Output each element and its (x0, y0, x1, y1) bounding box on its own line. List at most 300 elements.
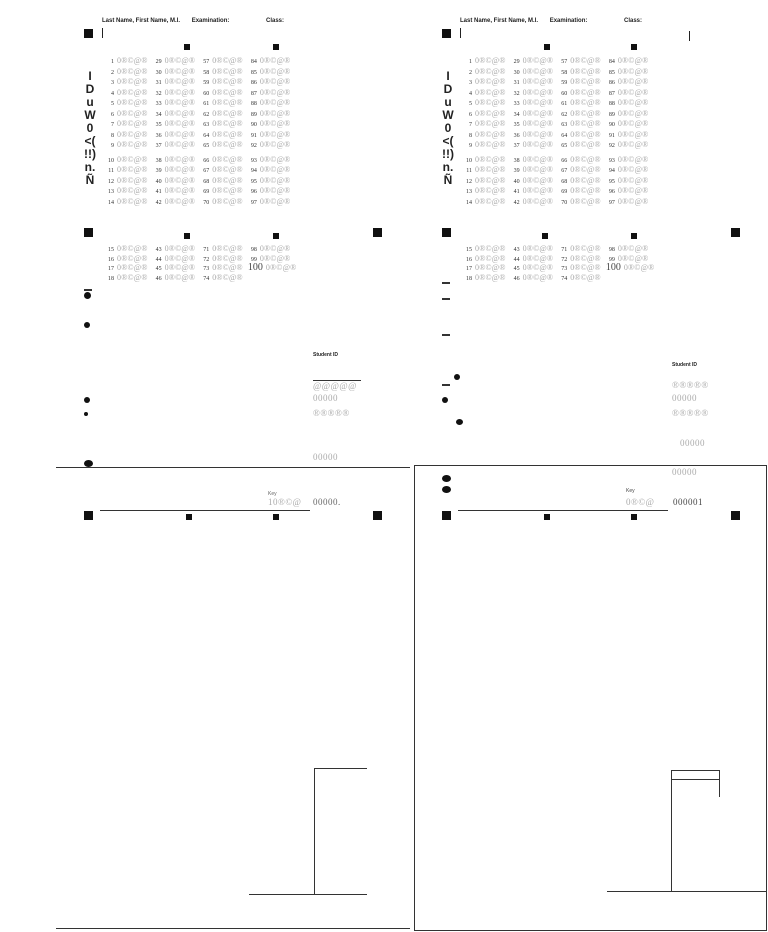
class-label: Class: (266, 18, 285, 24)
answer-bubbles[interactable]: 0®©@® (570, 175, 601, 185)
answer-bubbles[interactable]: 0®©@® (570, 77, 601, 86)
id-bubble-row[interactable]: @@@@@ (313, 381, 357, 391)
answer-bubbles[interactable]: 0®©@® (475, 56, 506, 65)
answer-bubbles[interactable]: 0®©@® (475, 175, 506, 185)
answer-bubbles[interactable]: 0®©@® (212, 272, 243, 282)
answer-bubbles[interactable]: 0®©@® (212, 186, 243, 195)
question-number: 99 (608, 256, 615, 263)
answer-bubbles[interactable]: 0®©@® (522, 253, 554, 263)
answer-bubbles[interactable]: 0®©@® (259, 186, 291, 195)
question-number: 29 (155, 59, 162, 65)
answer-bubbles[interactable]: 0®©@® (164, 186, 196, 195)
answer-bubbles[interactable]: 0®©@® (259, 154, 291, 164)
answer-bubbles[interactable]: 0®©@® (617, 154, 649, 164)
timing-mark (544, 514, 550, 520)
registration-mark (373, 228, 382, 237)
question-number: 12 (108, 178, 114, 185)
answer-bubbles[interactable]: 0®©@® (522, 165, 554, 174)
registration-bar (102, 28, 103, 38)
question-number: 58 (203, 69, 210, 76)
question-number: 91 (608, 132, 615, 139)
question-number: 8 (469, 132, 472, 139)
question-row (462, 264, 658, 273)
id-bubble-row[interactable]: ®®®®® (672, 380, 709, 390)
answer-bubbles[interactable]: 0®©@® (164, 165, 196, 174)
answer-bubbles[interactable]: 0®©@® (475, 272, 506, 282)
question-number: 37 (513, 143, 520, 149)
side-letter: D (443, 82, 453, 96)
answer-bubbles[interactable]: 0®©@® (522, 154, 554, 164)
question-number: 91 (250, 132, 257, 139)
side-letter: Ñ (443, 173, 453, 187)
page-frame (414, 465, 767, 931)
question-number: 18 (108, 275, 114, 282)
answer-bubbles[interactable]: 0®©@® (117, 129, 148, 139)
answer-bubbles[interactable]: 0®©@® (164, 244, 196, 253)
answer-bubbles[interactable]: 0®©@® (522, 87, 554, 97)
id-bubble-row[interactable]: 00000 (313, 393, 338, 403)
question-number: 74 (203, 275, 210, 282)
id-bubble-row[interactable]: 00000 (672, 467, 697, 477)
id-bubble-row[interactable]: 00000 (680, 438, 705, 448)
answer-bubbles[interactable]: 0®©@® (617, 56, 649, 65)
question-number: 7 (469, 122, 472, 128)
key-bubbles[interactable]: 0®©@ (626, 497, 655, 507)
side-letters (438, 70, 458, 187)
question-row (462, 89, 652, 98)
answer-bubbles[interactable]: 0®©@® (475, 87, 506, 97)
answer-bubbles[interactable]: 0®©@® (117, 77, 148, 86)
answer-bubbles[interactable]: 0®©@® (617, 196, 649, 206)
answer-bubbles[interactable]: 0®©@® (617, 244, 649, 253)
fill-dot (84, 397, 90, 403)
question-number: 63 (561, 122, 568, 128)
question-row (462, 177, 652, 186)
question-number: 95 (608, 178, 615, 185)
answer-bubbles[interactable]: 0®©@® (212, 140, 243, 149)
side-letter: u (444, 95, 452, 109)
question-number: 43 (155, 247, 162, 253)
answer-bubbles[interactable]: 0®©@® (522, 129, 554, 139)
answer-bubbles[interactable]: 0®©@® (475, 186, 506, 195)
answer-bubbles[interactable]: 0®©@® (522, 108, 554, 118)
answer-bubbles[interactable]: 0®©@® (164, 77, 196, 86)
question-number: 2 (111, 69, 114, 76)
question-row (104, 78, 294, 87)
question-number: 70 (561, 199, 568, 206)
answer-bubbles[interactable]: 0®©@® (617, 253, 649, 263)
question-row (104, 264, 300, 273)
answer-bubbles[interactable]: 0®©@® (259, 119, 291, 128)
question-row (462, 156, 652, 165)
question-number: 64 (203, 132, 210, 139)
answer-bubbles[interactable]: 0®©@® (117, 154, 148, 164)
question-number: 5 (469, 101, 472, 107)
question-number: 96 (608, 189, 615, 195)
question-number: 67 (561, 168, 568, 174)
question-number: 29 (513, 59, 520, 65)
question-number: 68 (203, 178, 210, 185)
answer-bubbles[interactable]: 0®©@® (212, 77, 243, 86)
answer-bubbles[interactable]: 0®©@® (212, 108, 243, 118)
answer-bubbles[interactable]: 0®©@® (570, 244, 601, 253)
answer-bubbles[interactable]: 0®©@® (212, 244, 243, 253)
question-row (104, 57, 294, 66)
answer-bubbles[interactable]: 0®©@® (475, 196, 506, 206)
question-number: 31 (513, 80, 520, 86)
question-number: 34 (513, 111, 520, 118)
answer-bubbles[interactable]: 0®©@® (212, 253, 243, 263)
question-number: 65 (203, 143, 210, 149)
question-number: 32 (155, 90, 162, 97)
answer-bubbles[interactable]: 0®©@® (117, 165, 148, 174)
box-line (672, 779, 720, 780)
question-number: 71 (203, 247, 210, 253)
answer-bubbles[interactable]: 0®©@® (212, 98, 243, 107)
answer-bubbles[interactable]: 0®©@® (259, 196, 291, 206)
question-number: 44 (513, 256, 520, 263)
answer-bubbles[interactable]: 0®©@® (117, 196, 148, 206)
answer-bubbles[interactable]: 0®©@® (117, 87, 148, 97)
class-label: Class: (624, 18, 643, 24)
answer-bubbles[interactable]: 0®©@® (570, 272, 601, 282)
question-number: 93 (608, 157, 615, 164)
answer-bubbles[interactable]: 0®©@® (475, 244, 506, 253)
question-row (104, 187, 294, 196)
answer-bubbles[interactable]: 0®©@® (475, 154, 506, 164)
question-number: 64 (561, 132, 568, 139)
question-number: 30 (513, 69, 520, 76)
answer-bubbles[interactable]: 0®©@® (570, 186, 601, 195)
name-label: Last Name, First Name, M.I. (460, 18, 539, 24)
question-number: 31 (155, 80, 162, 86)
answer-bubbles[interactable]: 0®©@® (164, 87, 196, 97)
box-line (314, 768, 315, 895)
answer-bubbles[interactable]: 0®©@® (164, 175, 196, 185)
side-letter: <( (84, 134, 96, 148)
answer-bubbles[interactable]: 0®©@® (117, 108, 148, 118)
timing-mark (544, 44, 550, 50)
fill-dot (442, 486, 451, 493)
key-digits: 000001 (673, 497, 703, 507)
registration-mark (84, 29, 93, 38)
question-number: 62 (561, 111, 568, 118)
dash-mark (442, 334, 450, 336)
answer-bubbles[interactable]: 0®©@® (570, 129, 601, 139)
question-number: 16 (108, 256, 114, 263)
question-number: 69 (561, 189, 568, 195)
registration-mark (442, 228, 451, 237)
question-row (104, 177, 294, 186)
answer-bubbles[interactable]: 0®©@® (522, 272, 554, 282)
question-number: 10 (108, 157, 114, 164)
box-line (249, 894, 367, 895)
question-number: 72 (561, 256, 568, 263)
answer-bubbles[interactable]: 0®©@® (212, 196, 243, 206)
answer-bubbles[interactable]: 0®©@® (259, 98, 291, 107)
question-number: 42 (513, 199, 520, 206)
id-bubble-row[interactable]: 00000 (313, 452, 338, 462)
answer-bubbles[interactable]: 0®©@® (117, 186, 148, 195)
registration-mark (731, 511, 740, 520)
answer-bubbles[interactable]: 0®©@® (475, 98, 506, 107)
answer-bubbles[interactable]: 0®©@® (617, 108, 649, 118)
question-row (462, 120, 652, 129)
box-line (671, 770, 672, 892)
side-letters (80, 70, 100, 187)
sign-line (100, 510, 310, 511)
question-number: 33 (155, 101, 162, 107)
answer-bubbles[interactable]: 0®©@® (164, 253, 196, 263)
answer-bubbles[interactable]: 0®©@® (617, 119, 649, 128)
sheet-header (102, 18, 285, 24)
answer-bubbles[interactable]: 0®©@® (164, 119, 196, 128)
answer-bubbles[interactable]: 0®©@® (164, 263, 196, 272)
answer-bubbles[interactable]: 0®©@® (522, 66, 554, 76)
answer-bubbles[interactable]: 0®©@® (617, 77, 649, 86)
answer-bubbles[interactable]: 0®©@® (522, 196, 554, 206)
answer-bubbles[interactable]: 0®©@® (212, 87, 243, 97)
answer-bubbles[interactable]: 0®©@® (522, 244, 554, 253)
answer-bubbles[interactable]: 0®©@® (259, 140, 291, 149)
answer-bubbles[interactable]: 0®©@® (570, 119, 601, 128)
answer-bubbles[interactable]: 0®©@® (570, 165, 601, 174)
answer-bubbles[interactable]: 0®©@® (570, 108, 601, 118)
timing-mark (631, 44, 637, 50)
page-edge (56, 928, 410, 929)
answer-bubbles[interactable]: 0®©@® (212, 154, 243, 164)
answer-bubbles[interactable]: 0®©@® (117, 56, 148, 65)
question-number: 60 (203, 90, 210, 97)
side-letter: 0 (86, 121, 94, 135)
box-line (607, 891, 767, 892)
side-letter: n. (84, 160, 96, 174)
question-number: 73 (561, 266, 568, 272)
answer-bubbles[interactable]: 0®©@® (617, 98, 649, 107)
answer-bubbles[interactable]: 0®©@® (164, 272, 196, 282)
answer-bubbles[interactable]: 0®©@® (259, 244, 291, 253)
answer-bubbles[interactable]: 0®©@® (212, 56, 243, 65)
registration-mark (84, 511, 93, 520)
timing-mark (631, 233, 637, 239)
answer-bubbles[interactable]: 0®©@® (164, 129, 196, 139)
side-letter: 0 (444, 121, 452, 135)
answer-bubbles[interactable]: 0®©@® (475, 66, 506, 76)
answer-bubbles[interactable]: 0®©@® (522, 98, 554, 107)
answer-bubbles[interactable]: 0®©@® (117, 119, 148, 128)
question-row (104, 141, 294, 150)
question-number: 17 (108, 266, 114, 272)
question-number: 4 (469, 90, 472, 97)
answer-bubbles[interactable]: 0®©@® (117, 244, 148, 253)
question-row (104, 131, 294, 140)
answer-bubbles[interactable]: 0®©@® (117, 272, 148, 282)
answer-bubbles[interactable]: 0®©@® (570, 87, 601, 97)
answer-bubbles[interactable]: 0®©@® (259, 175, 291, 185)
registration-mark (373, 511, 382, 520)
answer-bubbles[interactable]: 0®©@® (570, 253, 601, 263)
answer-bubbles[interactable]: 0®©@® (117, 98, 148, 107)
answer-bubbles[interactable]: 0®©@® (164, 196, 196, 206)
answer-bubbles[interactable]: 0®©@® (570, 66, 601, 76)
fill-dot (84, 460, 93, 467)
question-number: 44 (155, 256, 162, 263)
answer-bubbles[interactable]: 0®©@® (617, 66, 649, 76)
answer-bubbles[interactable]: 0®©@® (522, 140, 554, 149)
answer-bubbles[interactable]: 0®©@® (522, 263, 554, 272)
answer-bubbles[interactable]: 0®©@® (617, 186, 649, 195)
answer-bubbles[interactable]: 0®©@® (617, 140, 649, 149)
question-number: 72 (203, 256, 210, 263)
question-row (462, 68, 652, 77)
answer-bubbles[interactable]: 0®©@® (117, 66, 148, 76)
exam-label: Examination: (549, 18, 588, 24)
question-number: 100 (247, 262, 263, 273)
registration-bar (460, 28, 461, 38)
answer-bubbles[interactable]: 0®©@® (617, 129, 649, 139)
answer-bubbles[interactable]: 0®©@® (117, 175, 148, 185)
exam-label: Examination: (191, 18, 230, 24)
answer-bubbles[interactable]: 0®©@® (164, 154, 196, 164)
answer-bubbles[interactable]: 0®©@® (475, 263, 506, 272)
answer-bubbles[interactable]: 0®©@® (522, 175, 554, 185)
fill-dot (456, 419, 463, 425)
question-number: 73 (203, 266, 210, 272)
registration-mark (84, 228, 93, 237)
question-row (104, 274, 247, 283)
timing-mark (184, 233, 190, 239)
side-letter: D (85, 82, 95, 96)
key-digits: 00000. (313, 497, 341, 507)
answer-bubbles[interactable]: 0®©@® (117, 263, 148, 272)
answer-bubbles[interactable]: 0®©@® (164, 108, 196, 118)
question-row (104, 245, 294, 254)
question-number: 10 (466, 157, 472, 164)
answer-bubbles[interactable]: 0®©@® (259, 87, 291, 97)
answer-bubbles[interactable]: 0®©@® (259, 77, 291, 86)
answer-bubbles[interactable]: 0®©@® (570, 98, 601, 107)
answer-bubbles[interactable]: 0®©@® (475, 108, 506, 118)
dash-mark (442, 282, 450, 284)
answer-bubbles[interactable]: 0®©@® (265, 263, 297, 272)
box-line (315, 768, 367, 769)
answer-bubbles[interactable]: 0®©@® (259, 253, 291, 263)
question-number: 45 (155, 266, 162, 272)
question-number: 88 (250, 101, 257, 107)
question-number: 87 (608, 90, 615, 97)
answer-bubbles[interactable]: 0®©@® (475, 253, 506, 263)
question-number: 70 (203, 199, 210, 206)
question-row (104, 89, 294, 98)
question-number: 84 (250, 59, 257, 65)
answer-bubbles[interactable]: 0®©@® (570, 56, 601, 65)
question-row (104, 99, 294, 108)
fill-dot (454, 374, 460, 380)
question-number: 86 (608, 80, 615, 86)
answer-bubbles[interactable]: 0®©@® (475, 165, 506, 174)
question-number: 96 (250, 189, 257, 195)
question-number: 86 (250, 80, 257, 86)
question-row (462, 99, 652, 108)
answer-bubbles[interactable]: 0®©@® (570, 154, 601, 164)
question-number: 35 (513, 122, 520, 128)
answer-bubbles[interactable]: 0®©@® (212, 165, 243, 174)
id-bubble-row[interactable]: 00000 (672, 393, 697, 403)
answer-bubbles[interactable]: 0®©@® (617, 87, 649, 97)
answer-bubbles[interactable]: 0®©@® (623, 263, 655, 272)
question-number: 57 (203, 59, 210, 65)
answer-bubbles[interactable]: 0®©@® (617, 165, 649, 174)
question-number: 41 (513, 189, 520, 195)
answer-bubbles[interactable]: 0®©@® (164, 56, 196, 65)
answer-bubbles[interactable]: 0®©@® (570, 140, 601, 149)
answer-bubbles[interactable]: 0®©@® (212, 129, 243, 139)
answer-bubbles[interactable]: 0®©@® (164, 66, 196, 76)
question-number: 94 (608, 168, 615, 174)
id-bubble-row[interactable]: ®®®®® (313, 408, 350, 418)
side-letter: W (84, 108, 96, 122)
question-number: 43 (513, 247, 520, 253)
answer-bubbles[interactable]: 0®©@® (259, 56, 291, 65)
fill-dot (442, 397, 448, 403)
key-bubbles[interactable]: 10®©@ (268, 497, 302, 507)
answer-bubbles[interactable]: 0®©@® (570, 263, 601, 272)
answer-bubbles[interactable]: 0®©@® (212, 175, 243, 185)
answer-bubbles[interactable]: 0®©@® (522, 56, 554, 65)
question-row (104, 156, 294, 165)
question-number: 74 (561, 275, 568, 282)
question-number: 98 (608, 247, 615, 253)
answer-bubbles[interactable]: 0®©@® (212, 263, 243, 272)
answer-bubbles[interactable]: 0®©@® (117, 140, 148, 149)
answer-bubbles[interactable]: 0®©@® (164, 140, 196, 149)
question-number: 34 (155, 111, 162, 118)
answer-sheet-right (398, 0, 768, 932)
answer-bubbles[interactable]: 0®©@® (522, 77, 554, 86)
question-number: 94 (250, 168, 257, 174)
answer-bubbles[interactable]: 0®©@® (475, 77, 506, 86)
answer-bubbles[interactable]: 0®©@® (522, 119, 554, 128)
timing-mark (273, 233, 279, 239)
question-number: 88 (608, 101, 615, 107)
answer-bubbles[interactable]: 0®©@® (522, 186, 554, 195)
answer-bubbles[interactable]: 0®©@® (475, 140, 506, 149)
answer-bubbles[interactable]: 0®©@® (212, 119, 243, 128)
id-bubble-row[interactable]: ®®®®® (672, 408, 709, 418)
answer-bubbles[interactable]: 0®©@® (212, 66, 243, 76)
side-letter: Ñ (85, 173, 95, 187)
question-number: 38 (513, 157, 520, 164)
question-number: 46 (155, 275, 162, 282)
question-row (104, 68, 294, 77)
key-label: Key (268, 491, 277, 497)
timing-mark (273, 44, 279, 50)
question-number: 89 (608, 111, 615, 118)
question-number: 39 (513, 168, 520, 174)
answer-bubbles[interactable]: 0®©@® (164, 98, 196, 107)
answer-bubbles[interactable]: 0®©@® (117, 253, 148, 263)
answer-bubbles[interactable]: 0®©@® (259, 108, 291, 118)
answer-bubbles[interactable]: 0®©@® (259, 165, 291, 174)
box-line (719, 770, 720, 797)
answer-bubbles[interactable]: 0®©@® (475, 119, 506, 128)
answer-bubbles[interactable]: 0®©@® (259, 66, 291, 76)
answer-bubbles[interactable]: 0®©@® (475, 129, 506, 139)
answer-bubbles[interactable]: 0®©@® (617, 175, 649, 185)
question-number: 92 (608, 143, 615, 149)
answer-bubbles[interactable]: 0®©@® (570, 196, 601, 206)
answer-bubbles[interactable]: 0®©@® (259, 129, 291, 139)
